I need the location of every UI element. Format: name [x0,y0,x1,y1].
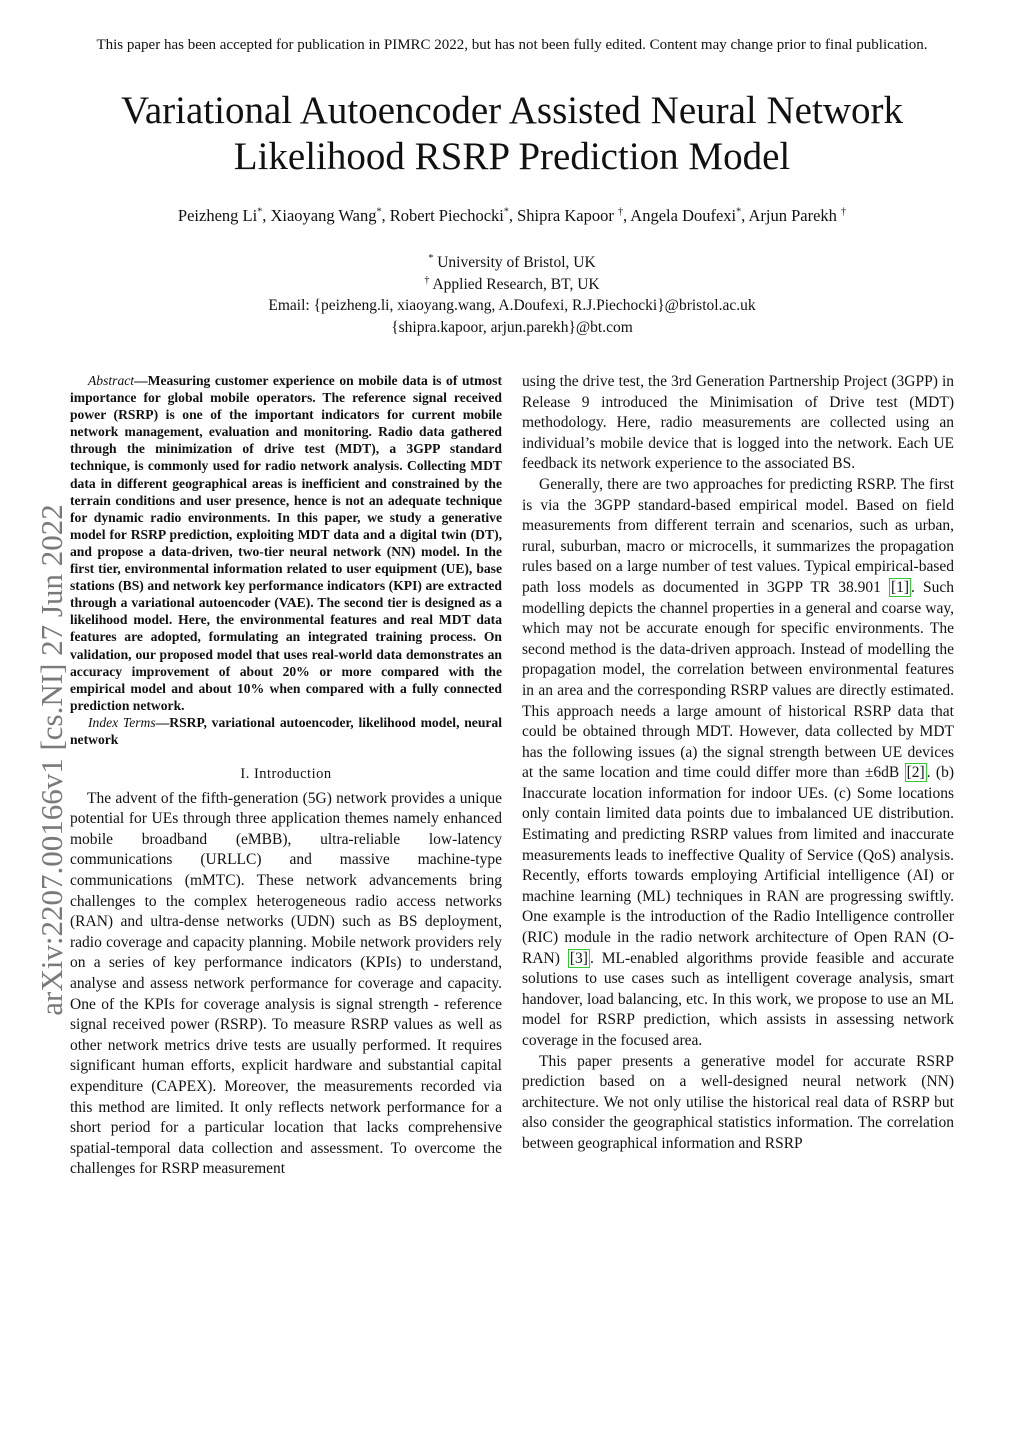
index-terms-label: Index Terms [88,714,156,730]
email-line-1: Email: {peizheng.li, xiaoyang.wang, A.Doufexi, R.J.Piechocki}@bristol.ac.uk [268,297,756,314]
author: Arjun Parekh † [748,206,847,225]
email-line-2: {shipra.kapoor, arjun.parekh}@bt.com [391,318,633,336]
author: Shipra Kapoor † [517,206,623,225]
intro-paragraph-4: This paper presents a generative model for accurate RSRP prediction based on a well-designed neural network (NN) architecture. We not only utilise the historical real data of RSRP but also consider the geographical statistics information. The correlation between geographical information and RSRP [522,1052,954,1152]
arxiv-identifier: arXiv:2207.00166v1 [cs.NI] 27 Jun 2022 [34,504,69,1016]
index-terms [70,714,502,748]
publication-notice: This paper has been accepted for publication in PIMRC 2022, but has not been fully edited. Content may change prior to final publication. [96,37,928,53]
affiliations [40,252,984,338]
citation-link[interactable]: [3] [569,949,588,967]
affiliation-bt: † Applied Research, BT, UK [424,274,600,293]
citation-link[interactable]: [1] [890,578,910,596]
section-heading: I. Introduction [240,766,332,783]
paper-title [40,88,984,180]
intro-paragraph-3: Generally, there are two approaches for predicting RSRP. The first is via the 3GPP standard-based empirical model. Based on field measurements from different terrain and scenarios, such as urban, rural, suburban, macro or microcells, it summarizes the propagation rules based on a large number of test values. Typical empirical-based path loss models as documented in 3GPP TR 38.901 [1] . Such modelling depicts the channel properties in a general and coarse way, which may not be accurate enough for specific environments. The second method is the data-driven approach. Instead of modelling the propagation model, the correlation between environmental features in an area and the corresponding RSRP values are directly estimated. This approach needs a large amount of historical RSRP data that could be obtained through MDT. However, data collected by MDT has the following issues (a) the signal strength between UE devices at the same location and time could differ more than ±6dB [2] . (b) Inaccurate location information for indoor UEs. (c) Some locations only contain limited data points due to imbalanced UE distribution. Estimating and predicting RSRP values from limited and inaccurate measurements leads to ineffective Quality of Service (QoS) analysis. Recently, efforts towards employing Artificial intelligence (AI) or machine learning (ML) techniques in RAN are progressing swiftly. One example is the introduction of the Radio Intelligence controller (RIC) module in the radio network architecture of Open RAN (O-RAN) [3] . ML-enabled algorithms provide feasible and accurate solutions to use cases such as intelligent coverage analysis, smart handover, load balancing, etc. In this work, we propose to use an ML model for RSRP prediction, which assists in assessing network coverage in the focused area. [522,475,955,1049]
abstract-text: —Measuring customer experience on mobile data is of utmost importance for global mobile operators. The reference signal received power (RSRP) is one of the important indicators for current mobile network management, evaluation and monitoring. Radio data gathered through the minimization of drive test (MDT), a 3GPP standard technique, is commonly used for radio network analysis. Collecting MDT data in different geographical areas is inefficient and constrained by the terrain conditions and user presence, hence is not an adequate technique for dynamic radio environments. In this paper, we study a generative model for RSRP prediction, exploiting MDT data and a digital twin (DT), and propose a data-driven, two-tier neural network (NN) model. In the first tier, environmental information related to user equipment (UE), base stations (BS) and network key performance indicators (KPI) are extracted through a variational autoencoder (VAE). The second tier is designed as a likelihood model. Here, the environmental features and real MDT data features are adopted, formulating an integrated training process. On validation, our proposed model that uses real-world data demonstrates an accuracy improvement of about 20% or more compared with the empirical model and about 10% when compared with a fully connected prediction network. [70,373,502,713]
title-line-2: Likelihood RSRP Prediction Model [233,135,791,178]
abstract [70,372,502,714]
citation-link[interactable]: [2] [906,764,925,782]
author: Robert Piechocki* [389,206,509,225]
abstract-label: Abstract [88,373,135,388]
author: Peizheng Li* [177,206,263,225]
author: Angela Doufexi* [630,206,742,225]
left-column [70,372,502,1180]
affiliation-bristol: * University of Bristol, UK [428,252,596,271]
intro-paragraph-1: The advent of the fifth-generation (5G) network provides a unique potential for UEs through three application themes namely enhanced mobile broadband (eMBB), ultra-reliable low-latency communications (URLLC) and massive machine-type communications (mMTC). These network advancements bring challenges to the complex heterogeneous radio access networks (RAN) and ultra-dense networks (UDN) such as BS deployment, radio coverage and capacity planning. Mobile network providers rely on a series of key performance indicators (KPIs) to understand, analyse and assess network performance for coverage and capacity. One of the KPIs for coverage analysis is signal strength - reference signal received power (RSRP). To measure RSRP values as well as other network metrics drive tests are usually performed. It requires significant human efforts, explicit hardware and substantial capital expenditure (CAPEX). Moreover, the measurements recorded via this method are limited. It only reflects network performance for a short period for a particular location that lacks comprehensive spatial-temporal data collection and assessment. To overcome the challenges for RSRP measurement [70,789,502,1178]
index-terms-text: —RSRP, variational autoencoder, likelihood model, neural network [70,714,502,747]
right-column [522,372,954,1155]
title-line-1: Variational Autoencoder Assisted Neural Network [121,89,903,132]
author: Xiaoyang Wang* [270,206,382,225]
intro-paragraph-2: using the drive test, the 3rd Generation Partnership Project (3GPP) in Release 9 introduced the Minimisation of Drive test (MDT) methodology. Here, radio measurements are collected using an individual’s mobile device that is logged into the network. Each UE feedback its network experience to the associated BS. [522,373,954,473]
author-list: Peizheng Li*, Xiaoyang Wang*, Robert Piechocki*, Shipra Kapoor †, Angela Doufexi*, Arjun Parekh † [177,206,847,225]
